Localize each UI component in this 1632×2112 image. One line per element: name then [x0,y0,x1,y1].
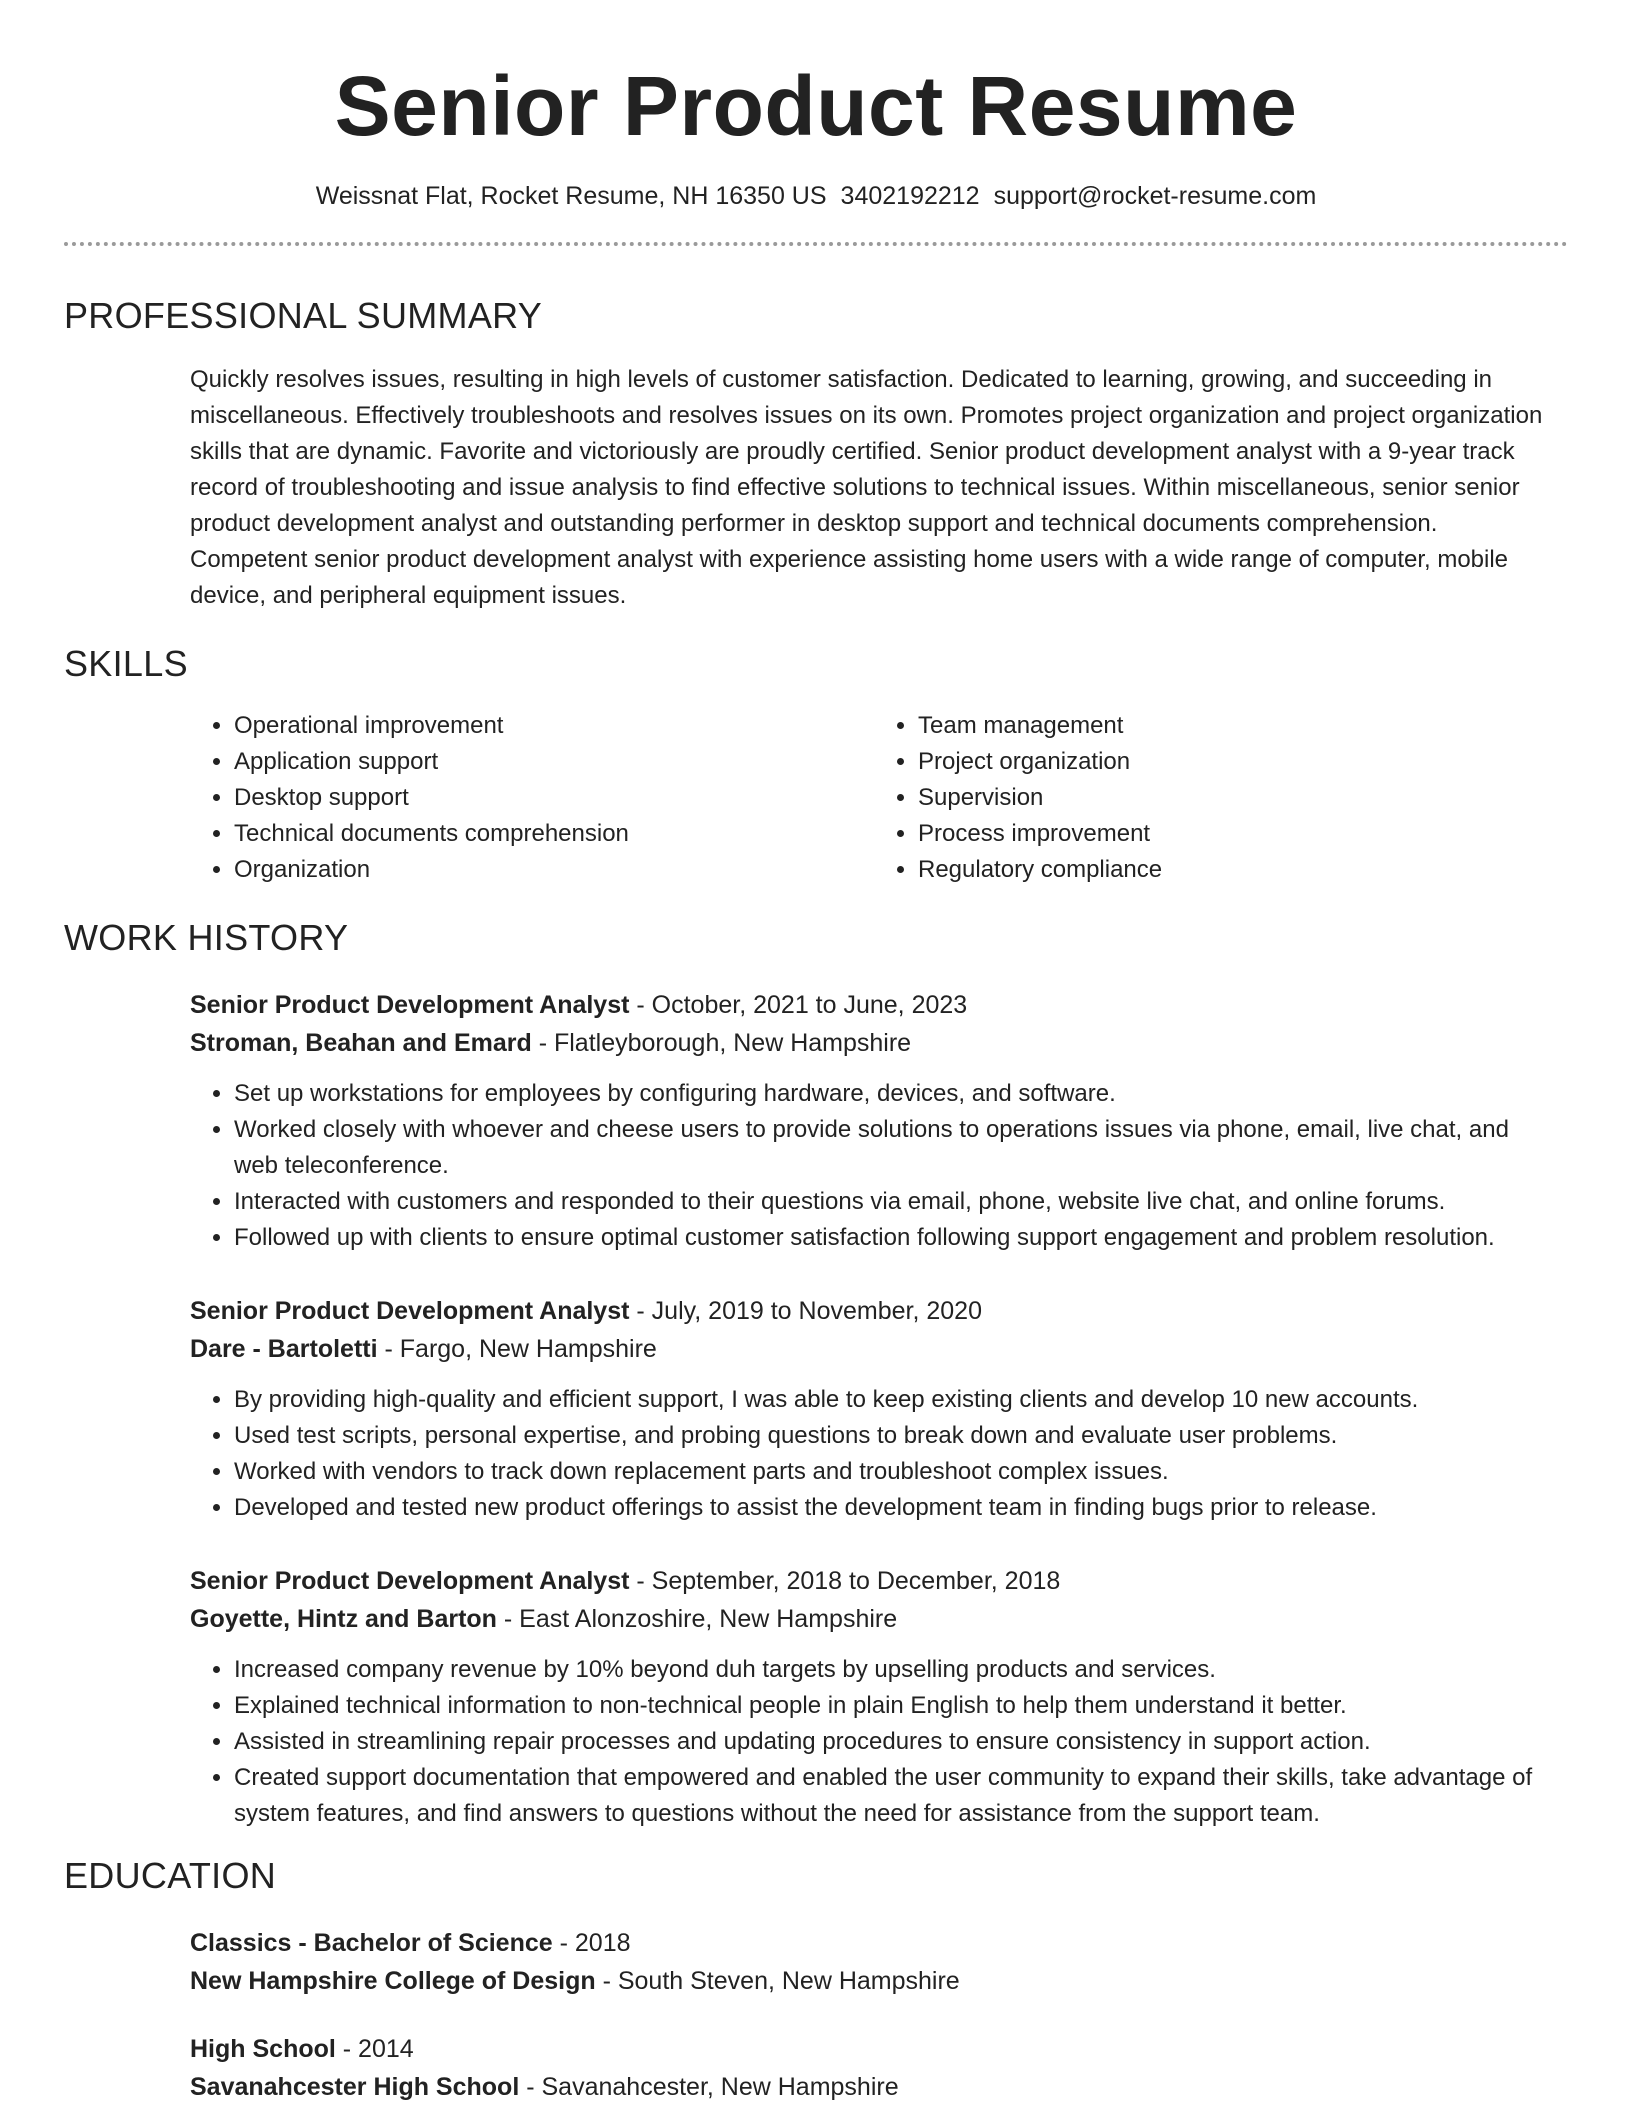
job-location: - Flatleyborough, New Hampshire [531,1029,912,1057]
job-bullet: • By providing high-quality and efficient support, I was able to keep existing clients and develop 10 new accounts. [234,1382,1558,1418]
job-bullet: • Interacted with customers and responded to their questions via email, phone, website live chat, and online forums. [234,1184,1558,1220]
job-entry [190,1562,1558,1832]
job-location: - Fargo, New Hampshire [377,1335,657,1363]
summary-section [190,362,1558,614]
job-entry [190,1292,1558,1526]
job-bullets [190,1076,1558,1256]
job-bullet: • Used test scripts, personal expertise, and probing questions to break down and evaluate user problems. [234,1418,1558,1454]
job-bullet: • Set up workstations for employees by configuring hardware, devices, and software. [234,1076,1558,1112]
work-history-section [190,986,1558,1832]
job-title: Senior Product Development Analyst [190,991,630,1019]
job-company-line [190,1600,1558,1638]
skill-item: • Operational improvement [234,708,874,744]
summary-heading: PROFESSIONAL SUMMARY [64,295,543,336]
job-location: - East Alonzoshire, New Hampshire [496,1605,898,1633]
school-location: - Savanahcester, New Hampshire [519,2073,899,2101]
education-entry [190,2030,1558,2106]
summary-text: Quickly resolves issues, resulting in high levels of customer satisfaction. Dedicated to learning, growing, and succeeding in miscellaneous. Effectively troubleshoots and resolves issues on its own. Promotes project organization and project organization skills that are dynamic. Favorite and victoriously are proudly certified. Senior product development analyst with a 9-year track record of troubleshooting and issue analysis to find effective solutions to technical issues. Within miscellaneous, senior senior product development analyst and outstanding performer in desktop support and technical documents comprehension. Competent senior product development analyst with experience assisting home users with a wide range of computer, mobile device, and peripheral equipment issues. [190,366,1543,609]
degree: Classics - Bachelor of Science [190,1929,553,1957]
skills-grid [190,708,1558,888]
job-bullet: • Explained technical information to non-technical people in plain English to help them understand it better. [234,1688,1558,1724]
skill-item: • Application support [234,744,874,780]
job-bullet: • Increased company revenue by 10% beyond duh targets by upselling products and services. [234,1652,1558,1688]
education-section [190,1924,1558,2106]
job-bullet: • Worked closely with whoever and cheese users to provide solutions to operations issues via phone, email, live chat, and web teleconference. [234,1112,1558,1184]
skill-item: • Project organization [918,744,1558,780]
job-dates: - July, 2019 to November, 2020 [629,1297,982,1325]
resume-header [64,0,1568,212]
contact-line [64,180,1568,212]
job-title: Senior Product Development Analyst [190,1567,630,1595]
school: Savanahcester High School [190,2073,520,2101]
school-location: - South Steven, New Hampshire [595,1967,960,1995]
header-divider [64,242,1568,246]
job-company-line [190,1024,1558,1062]
job-bullet: • Worked with vendors to track down replacement parts and troubleshoot complex issues. [234,1454,1558,1490]
degree-line [190,1924,1558,1962]
job-company: Goyette, Hintz and Barton [190,1605,497,1633]
job-company-line [190,1330,1558,1368]
job-bullets [190,1652,1558,1832]
skills-left-column [190,708,874,888]
job-bullets [190,1382,1558,1526]
school-line [190,1962,1558,2000]
job-title-line [190,1292,1558,1330]
work-history-heading: WORK HISTORY [64,917,349,958]
job-dates: - October, 2021 to June, 2023 [629,991,968,1019]
job-dates: - September, 2018 to December, 2018 [629,1567,1061,1595]
contact-email[interactable]: support@rocket-resume.com [993,182,1317,210]
skill-item: • Supervision [918,780,1558,816]
job-title-line [190,986,1558,1024]
education-heading: EDUCATION [64,1855,277,1896]
degree-year: - 2018 [552,1929,631,1957]
skill-item: • Technical documents comprehension [234,816,874,852]
job-title: Senior Product Development Analyst [190,1297,630,1325]
job-title-line [190,1562,1558,1600]
degree: High School [190,2035,336,2063]
skill-item: • Process improvement [918,816,1558,852]
skill-item: • Organization [234,852,874,888]
education-entry [190,1924,1558,2000]
degree-line [190,2030,1558,2068]
job-bullet: • Created support documentation that empowered and enabled the user community to expand their skills, take advantage of system features, and find answers to questions without the need for assistance from the support team. [234,1760,1558,1832]
skill-item: • Regulatory compliance [918,852,1558,888]
degree-year: - 2014 [335,2035,414,2063]
resume-name: Senior Product Resume [334,59,1298,153]
job-bullet: • Developed and tested new product offerings to assist the development team in finding bugs prior to release. [234,1490,1558,1526]
skill-item: • Desktop support [234,780,874,816]
school: New Hampshire College of Design [190,1967,596,1995]
skills-section [190,708,1558,888]
job-company: Stroman, Beahan and Emard [190,1029,532,1057]
contact-address: Weissnat Flat, Rocket Resume, NH 16350 US [315,182,827,210]
school-line [190,2068,1558,2106]
job-entry [190,986,1558,1256]
skills-heading: SKILLS [64,643,188,684]
job-company: Dare - Bartoletti [190,1335,378,1363]
contact-phone: 3402192212 [840,182,980,210]
skill-item: • Team management [918,708,1558,744]
skills-right-column [874,708,1558,888]
job-bullet: • Assisted in streamlining repair processes and updating procedures to ensure consistency in support action. [234,1724,1558,1760]
job-bullet: • Followed up with clients to ensure optimal customer satisfaction following support engagement and problem resolution. [234,1220,1558,1256]
